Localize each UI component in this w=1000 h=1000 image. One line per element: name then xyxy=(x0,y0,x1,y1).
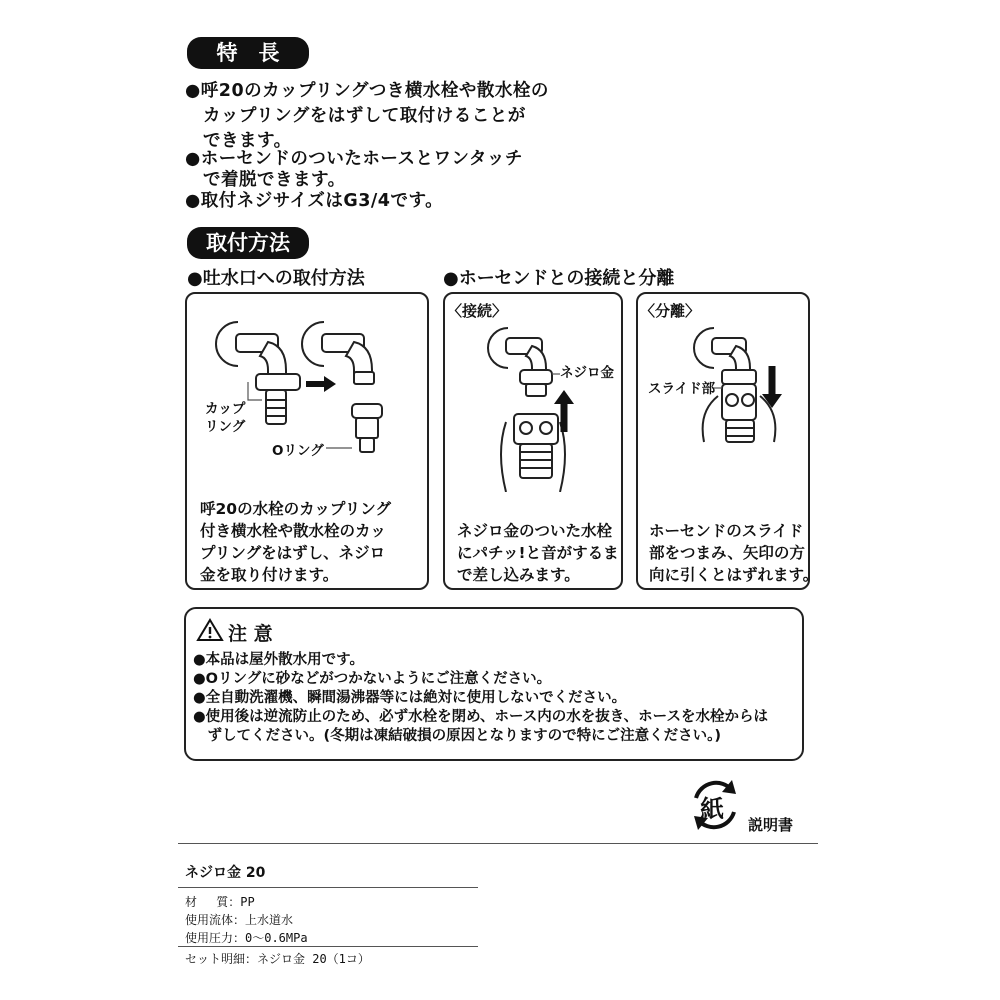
recycle-mark-text: 紙 xyxy=(700,795,724,823)
spec-row: 使用圧力：0～0.6MPa xyxy=(185,931,308,945)
disconnect-caption: ホーセンドのスライド 部をつまみ、矢印の方 向に引くとはずれます。 xyxy=(649,522,819,584)
faucet-install-caption: 呼20の水栓のカップリング 付き横水栓や散水栓のカッ プリングをはずし、ネジロ 金を取り付けます。 xyxy=(200,500,391,584)
product-name: ネジロ金 20 xyxy=(185,865,266,881)
disconnect-illustration xyxy=(682,322,806,492)
caution-line: ●全自動洗濯機、瞬間湯沸器等には絶対に使用しないでください。 xyxy=(193,690,627,706)
feature-line: できます。 xyxy=(185,131,292,151)
caution-line: ずしてください。(冬期は凍結破損の原因となりますので特にご注意ください。) xyxy=(193,728,722,744)
install-title: 取付方法 xyxy=(187,227,309,259)
faucet-install-heading: ●吐水口への取付方法 xyxy=(187,268,365,289)
caution-line: ●Oリングに砂などがつかないようにご注意ください。 xyxy=(193,671,552,687)
disconnect-subtitle: 〈分離〉 xyxy=(640,302,701,320)
divider xyxy=(178,887,478,888)
feature-line: カップリングをはずして取付けることが xyxy=(185,106,526,126)
spec-row: セット明細：ネジロ金 20（1コ） xyxy=(185,952,370,966)
connect-caption: ネジロ金のついた水栓 にパチッ!と音がするま で差し込みます。 xyxy=(457,522,619,584)
neji-kuchigane-label: ネジロ金 xyxy=(560,365,614,381)
divider xyxy=(178,843,818,844)
caution-line: ●本品は屋外散水用です。 xyxy=(193,652,364,668)
features-title: 特 長 xyxy=(187,37,309,69)
recycle-label: 説明書 xyxy=(748,816,794,834)
divider xyxy=(178,946,478,947)
spec-row: 材 質：PP xyxy=(185,895,255,909)
feature-line: で着脱できます。 xyxy=(185,170,346,190)
warning-icon xyxy=(196,618,224,642)
feature-line: ●ホーセンドのついたホースとワンタッチ xyxy=(185,149,523,169)
caution-line: ●使用後は逆流防止のため、必ず水栓を閉め、ホース内の水を抜き、ホースを水栓からは xyxy=(193,709,768,725)
hose-connect-heading: ●ホーセンドとの接続と分離 xyxy=(443,268,675,289)
connect-subtitle: 〈接続〉 xyxy=(447,302,508,320)
caution-title: 注 意 xyxy=(228,623,273,645)
spec-row: 使用流体：上水道水 xyxy=(185,913,294,927)
coupling-label: カップ リング xyxy=(205,401,246,435)
oring-label: Oリング xyxy=(272,443,324,459)
feature-line: ●取付ネジサイズはG3/4です。 xyxy=(185,191,444,211)
slide-part-label: スライド部 xyxy=(648,381,716,397)
feature-line: ●呼20のカップリングつき横水栓や散水栓の xyxy=(185,81,549,101)
connect-illustration xyxy=(480,322,615,492)
